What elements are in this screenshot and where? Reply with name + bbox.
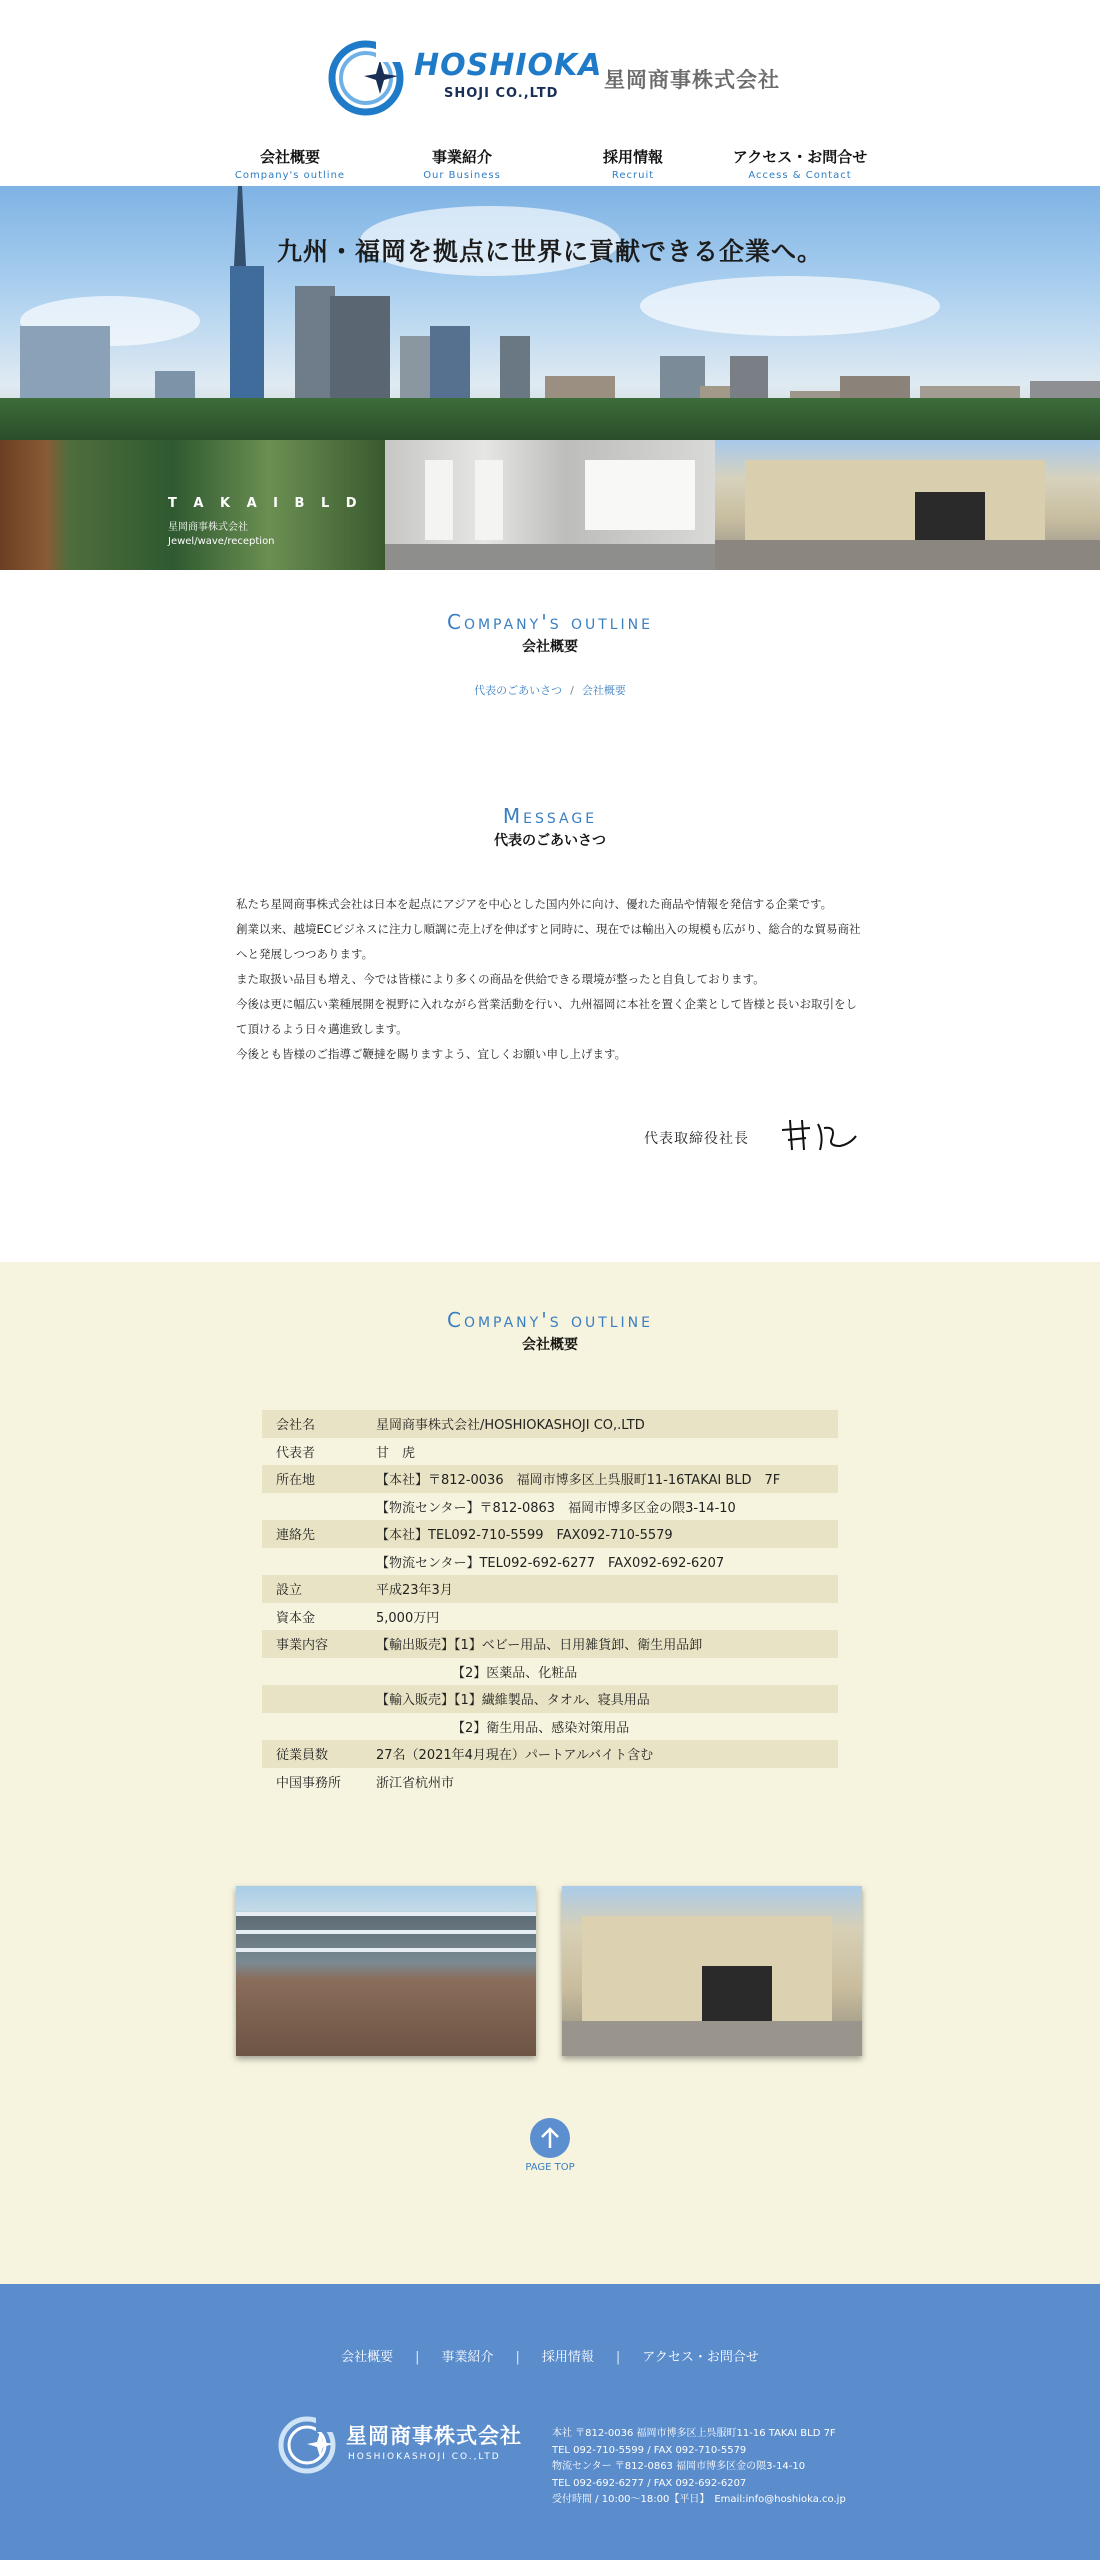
- footer-nav-recruit[interactable]: 採用情報: [541, 2350, 594, 2365]
- row-label: [262, 1713, 362, 1741]
- row-value: 平成23年3月: [362, 1575, 838, 1603]
- message-paragraph: 今後とも皆様のご指導ご鞭撻を賜りますよう、宜しくお願い申し上げます。: [236, 1047, 627, 1061]
- nav-label-jp: アクセス・お問合せ: [732, 148, 868, 166]
- row-label: 設立: [262, 1575, 362, 1603]
- office-floor: [385, 544, 715, 570]
- row-label: 代表者: [276, 1445, 316, 1461]
- footer-contact-info: [552, 2426, 892, 2509]
- row-label: [262, 1658, 362, 1686]
- footer-logo-jp: 星岡商事株式会社: [346, 2424, 522, 2448]
- logo-mark-icon: [276, 2414, 340, 2476]
- office-window: [585, 460, 695, 530]
- message-heading: [0, 804, 1100, 850]
- office-door: [475, 460, 503, 540]
- photo-logistics-center: [562, 1886, 862, 2056]
- warehouse-door: [702, 1966, 772, 2021]
- row-value: 甘 虎: [376, 1445, 416, 1461]
- page-heading-jp: 会社概要: [522, 639, 578, 655]
- outline-heading-jp: 会社概要: [522, 1337, 578, 1353]
- site-logo[interactable]: [326, 36, 786, 118]
- footer-nav-separator: |: [515, 2350, 520, 2365]
- table-row: [262, 1493, 838, 1521]
- row-label: [262, 1493, 362, 1521]
- table-row: [262, 1713, 838, 1741]
- warehouse-ground: [562, 2021, 862, 2056]
- row-label: [262, 1548, 362, 1576]
- message-heading-en: Message: [502, 804, 598, 828]
- footer-logo[interactable]: [276, 2414, 536, 2476]
- table-row: [262, 1768, 838, 1796]
- hero-title: 九州・福岡を拠点に世界に貢献できる企業へ。: [276, 237, 823, 266]
- message-body: [236, 892, 866, 1067]
- footer-info-line: TEL 092-710-5599 / FAX 092-710-5579: [552, 2444, 747, 2456]
- photo-headquarters-building: [236, 1886, 536, 2056]
- footer-info-line: 本社 〒812-0036 福岡市博多区上呉服町11-16 TAKAI BLD 7F: [552, 2428, 836, 2439]
- row-value: 【2】衛生用品、感染対策用品: [452, 1720, 630, 1736]
- table-row: [262, 1520, 838, 1548]
- page-top-button[interactable]: [520, 2118, 580, 2173]
- building-stripe: [236, 1948, 536, 1952]
- table-row: [262, 1658, 838, 1686]
- row-value: 星岡商事株式会社/HOSHIOKASHOJI CO,.LTD: [362, 1410, 838, 1438]
- breadcrumb-link-outline[interactable]: 会社概要: [581, 684, 626, 697]
- nav-label-jp: 採用情報: [602, 148, 663, 166]
- logo-name-sub: SHOJI CO.,LTD: [444, 86, 559, 101]
- signature-title: 代表取締役社長: [644, 1131, 749, 1147]
- table-row: [262, 1740, 838, 1768]
- site-header: [0, 0, 1100, 186]
- outline-heading-en: Company's outline: [446, 1308, 654, 1332]
- photo-building-company: 星岡商事株式会社: [168, 522, 248, 533]
- row-label: 会社名: [262, 1410, 362, 1438]
- nav-item-recruit[interactable]: [543, 146, 723, 181]
- row-value: 5,000万円: [376, 1610, 440, 1626]
- row-label: 従業員数: [262, 1740, 362, 1768]
- footer-info-line: TEL 092-692-6277 / FAX 092-692-6207: [552, 2477, 747, 2489]
- nav-item-business[interactable]: [372, 146, 552, 181]
- nav-item-company[interactable]: [200, 146, 380, 181]
- table-row: [262, 1438, 838, 1466]
- row-value: 【2】医薬品、化粧品: [452, 1665, 578, 1681]
- footer-nav-company[interactable]: 会社概要: [341, 2350, 394, 2365]
- nav-label-en: Our Business: [423, 170, 501, 181]
- row-label: 連絡先: [262, 1520, 362, 1548]
- nav-item-access[interactable]: [710, 146, 890, 181]
- hero-photo-row: [0, 440, 1100, 570]
- table-row: [262, 1575, 838, 1603]
- row-label: 資本金: [276, 1610, 316, 1626]
- signature: [644, 1116, 864, 1156]
- footer-info-line: 物流センター 〒812-0863 福岡市博多区金の隈3-14-10: [552, 2461, 806, 2472]
- table-row: [262, 1630, 838, 1658]
- table-row: [262, 1548, 838, 1576]
- footer-nav: [0, 2346, 1100, 2365]
- page-heading: [0, 610, 1100, 656]
- office-door: [425, 460, 453, 540]
- row-label: 事業内容: [262, 1630, 362, 1658]
- nav-label-jp: 会社概要: [259, 148, 320, 166]
- row-value: 【輸出販売】【1】ベビー用品、日用雑貨卸、衛生用品卸: [362, 1630, 838, 1658]
- photo-building-name: T A K A I B L D: [168, 496, 363, 511]
- row-value: 【輸入販売】【1】繊維製品、タオル、寝具用品: [362, 1685, 838, 1713]
- row-label: [262, 1685, 362, 1713]
- warehouse-ground: [715, 540, 1100, 570]
- message-paragraph: 私たち星岡商事株式会社は日本を起点にアジアを中心とした国内外に向け、優れた商品や情報を発信する企業です。: [236, 897, 833, 911]
- breadcrumb-separator: /: [570, 684, 574, 697]
- row-label: 中国事務所: [276, 1775, 342, 1791]
- footer-logo-en: HOSHIOKASHOJI CO.,LTD: [348, 2452, 501, 2462]
- outline-heading: [0, 1308, 1100, 1354]
- message-paragraph: また取扱い品目も増え、今では皆様により多くの商品を供給できる環境が整ったと自負しております。: [236, 972, 765, 986]
- row-value: 【本社】TEL092-710-5599 FAX092-710-5579: [362, 1520, 838, 1548]
- warehouse-door: [915, 492, 985, 540]
- logo-mark-icon: [326, 38, 408, 116]
- message-paragraph: 創業以来、越境ECビジネスに注力し順調に売上げを伸ばすと同時に、現在では輸出入の規模も広がり、総合的な貿易商社へと発展しつつあります。: [236, 922, 861, 961]
- warehouse-wall: [745, 460, 1045, 540]
- pagetop-circle: [530, 2118, 570, 2158]
- row-label: 所在地: [262, 1465, 362, 1493]
- site-footer: [0, 2284, 1100, 2560]
- nav-label-en: Recruit: [611, 170, 655, 181]
- nav-label-en: Access & Contact: [748, 170, 852, 181]
- message-heading-jp: 代表のごあいさつ: [494, 833, 606, 849]
- main-nav: [200, 146, 900, 186]
- building-stripe: [236, 1930, 536, 1934]
- row-value: 27名（2021年4月現在）パートアルバイト含む: [362, 1740, 838, 1768]
- breadcrumb-link-message[interactable]: 代表のごあいさつ: [474, 684, 563, 697]
- table-row: [262, 1465, 838, 1493]
- nav-label-jp: 事業紹介: [431, 148, 492, 166]
- footer-nav-business[interactable]: 事業紹介: [441, 2350, 494, 2365]
- table-row: [262, 1685, 838, 1713]
- table-row: [262, 1603, 838, 1631]
- footer-nav-access[interactable]: アクセス・お問合せ: [642, 2350, 759, 2365]
- footer-nav-separator: |: [415, 2350, 420, 2365]
- footer-info-line: 受付時間 / 10:00～18:00【平日】 Email:info@hoshioka.co.jp: [552, 2494, 846, 2505]
- photo-office-interior: [385, 440, 715, 570]
- company-outline-table: [262, 1410, 838, 1795]
- row-value: 浙江省杭州市: [376, 1775, 455, 1791]
- photo-building-entrance: [0, 440, 385, 570]
- page-top-label: PAGE TOP: [525, 2162, 575, 2173]
- row-value: 【物流センター】TEL092-692-6277 FAX092-692-6207: [376, 1555, 725, 1571]
- row-value: 【本社】〒812-0036 福岡市博多区上呉服町11-16TAKAI BLD 7F: [362, 1465, 838, 1493]
- table-row: [262, 1410, 838, 1438]
- arrow-up-icon: [530, 2118, 570, 2158]
- hero-banner: [0, 186, 1100, 440]
- hero-trees: [0, 398, 1100, 440]
- message-paragraph: 今後は更に幅広い業種展開を視野に入れながら営業活動を行い、九州福岡に本社を置く企業として皆様と長いお取引をして頂けるよう日々邁進致します。: [236, 997, 857, 1036]
- photo-building-caption: Jewel/wave/reception: [168, 536, 275, 547]
- page-heading-en: Company's outline: [446, 610, 654, 634]
- logo-name-en: HOSHIOKA: [414, 48, 603, 83]
- handwritten-signature-icon: [774, 1116, 864, 1156]
- nav-label-en: Company's outline: [234, 170, 346, 181]
- photo-warehouse: [715, 440, 1100, 570]
- building-stripe: [236, 1912, 536, 1916]
- breadcrumb: [0, 682, 1100, 698]
- footer-nav-separator: |: [615, 2350, 621, 2365]
- logo-name-jp: 星岡商事株式会社: [604, 68, 780, 92]
- row-value: 【物流センター】〒812-0863 福岡市博多区金の隈3-14-10: [376, 1500, 736, 1516]
